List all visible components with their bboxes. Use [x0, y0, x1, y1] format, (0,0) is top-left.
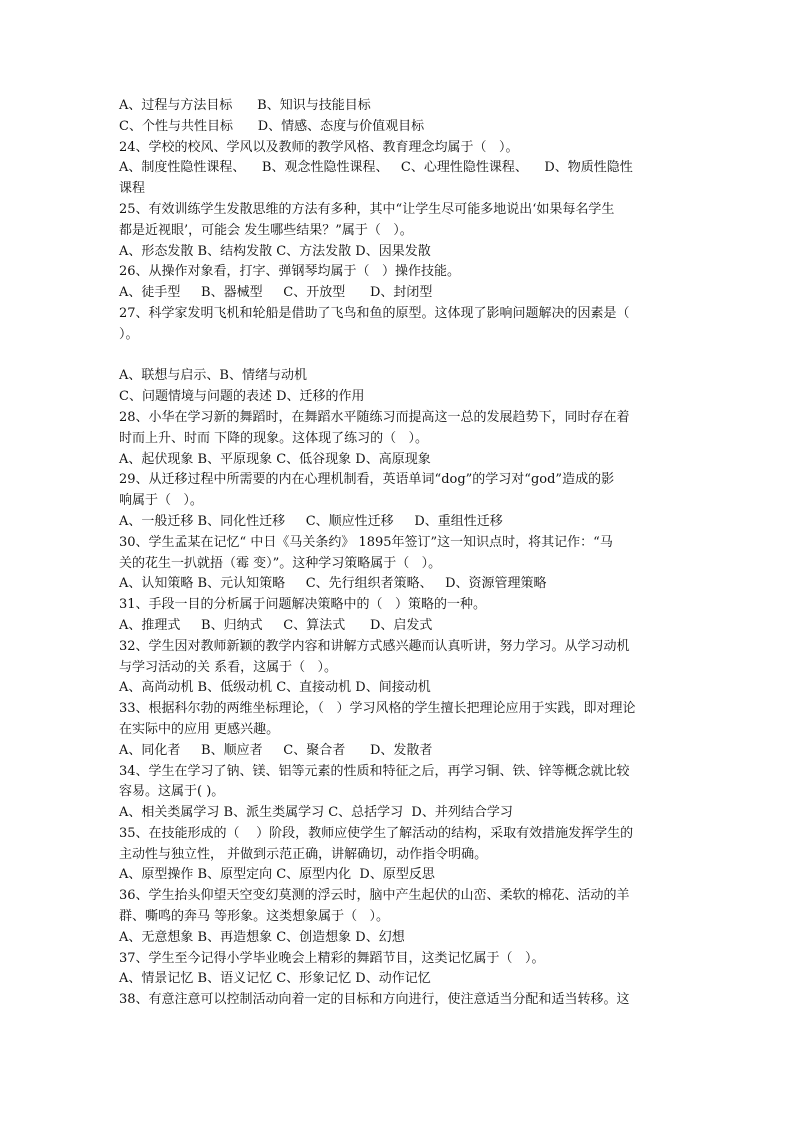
text-line: 32、学生因对教师新颖的教学内容和讲解方式感兴趣而认真听讲，努力学习。从学习动机 [119, 638, 630, 654]
text-line: 与学习活动的关 系看，这属于（ ）。 [119, 659, 338, 675]
text-line: A、同化者 B、顺应者 C、聚合者 D、发散者 [119, 742, 433, 758]
text-line: 群、嘶鸣的奔马 等形象。这类想象属于（ ）。 [119, 909, 390, 925]
text-line: 29、从迁移过程中所需要的内在心理机制看，英语单词“dog”的学习对“god”造成的影 [119, 472, 615, 488]
text-line: 容易。这属于( )。 [119, 784, 225, 800]
text-line: 27、科学家发明飞机和轮船是借助了飞鸟和鱼的原型。这体现了影响问题解决的因素是（ [119, 305, 630, 321]
text-line: A、制度性隐性课程、 B、观念性隐性课程、 C、心理性隐性课程、 D、物质性隐性 [119, 160, 633, 176]
document-body [119, 96, 679, 1011]
text-line: 37、学生至今记得小学毕业晚会上精彩的舞蹈节目，这类记忆属于（ ）。 [119, 950, 545, 966]
text-line: 28、小华在学习新的舞蹈时，在舞蹈水平随练习而提高这一总的发展趋势下，同时存在着 [119, 409, 630, 425]
text-line: 课程 [119, 181, 146, 197]
text-line: A、起伏现象 B、平原现象 C、低谷现象 D、高原现象 [119, 451, 431, 467]
text-line: 都是近视眼’，可能会 发生哪些结果？”属于（ ）。 [119, 222, 413, 238]
text-line: A、认知策略 B、元认知策略 C、先行组织者策略、 D、资源管理策略 [119, 576, 547, 592]
text-line: ）。 [119, 326, 139, 342]
text-line: 36、学生抬头仰望天空变幻莫测的浮云时，脑中产生起伏的山峦、柔软的棉花、活动的羊 [119, 888, 630, 904]
text-line: 31、手段一目的分析属于问题解决策略中的（ ）策略的一种。 [119, 597, 486, 613]
text-line: 响属于（ ）。 [119, 493, 203, 509]
text-line: A、一般迁移 B、同化性迁移 C、顺应性迁移 D、重组性迁移 [119, 513, 503, 529]
text-line: A、联想与启示、B、情绪与动机 [119, 368, 307, 384]
text-line: 26、从操作对象看，打字、弹钢琴均属于（ ）操作技能。 [119, 264, 460, 280]
text-line: A、情景记忆 B、语义记忆 C、形象记忆 D、动作记忆 [119, 971, 431, 987]
text-line: A、相关类属学习 B、派生类属学习 C、总括学习 D、并列结合学习 [119, 805, 513, 821]
text-line: C、问题情境与问题的表述 D、迁移的作用 [119, 389, 365, 405]
text-line: A、原型操作 B、原型定向 C、原型内化 D、原型反思 [119, 867, 435, 883]
text-line: 30、学生孟某在记忆“ 中日《马关条约》 1895年签订”这一知识点时，将其记作：“马 [119, 534, 613, 550]
text-line: A、形态发散 B、结构发散 C、方法发散 D、因果发散 [119, 243, 431, 259]
text-line: A、无意想象 B、再造想象 C、创造想象 D、幻想 [119, 929, 405, 945]
text-line: 25、有效训练学生发散思维的方法有多种，其中“让学生尽可能多地说出‘如果每名学生 [119, 201, 615, 217]
text-line: 33、根据科尔勃的两维坐标理论，（ ）学习风格的学生擅长把理论应用于实践，即对理论 [119, 701, 636, 717]
text-line: 34、学生在学习了钠、镁、铝等元素的性质和特征之后，再学习铜、铁、锌等概念就比较 [119, 763, 630, 779]
text-line: A、徒手型 B、器械型 C、开放型 D、封闭型 [119, 285, 433, 301]
blank-line [119, 346, 679, 367]
text-line: 在实际中的应用 更感兴趣。 [119, 721, 280, 737]
text-line: 时而上升、时而 下降的现象。这体现了练习的（ ）。 [119, 430, 429, 446]
text-line: 主动性与独立性， 并做到示范正确，讲解确切，动作指令明确。 [119, 846, 488, 862]
text-line: 38、有意注意可以控制活动向着一定的目标和方向进行，使注意适当分配和适当转移。这 [119, 992, 630, 1008]
text-line: 24、学校的校风、学风以及教师的教学风格、教育理念均属于（ ）。 [119, 139, 519, 155]
text-line: A、高尚动机 B、低级动机 C、直接动机 D、间接动机 [119, 680, 431, 696]
text-line: 关的花生一扒就捂（霉 变）”。这种学习策略属于（ ）。 [119, 555, 442, 571]
text-line: A、过程与方法目标 B、知识与技能目标 [119, 98, 371, 113]
text-line: A、推理式 B、归纳式 C、算法式 D、启发式 [119, 617, 433, 633]
text-line: C、个性与共性目标 D、情感、态度与价值观目标 [119, 118, 425, 134]
text-line: 35、在技能形成的（ ）阶段，教师应使学生了解活动的结构，采取有效措施发挥学生的 [119, 825, 634, 841]
